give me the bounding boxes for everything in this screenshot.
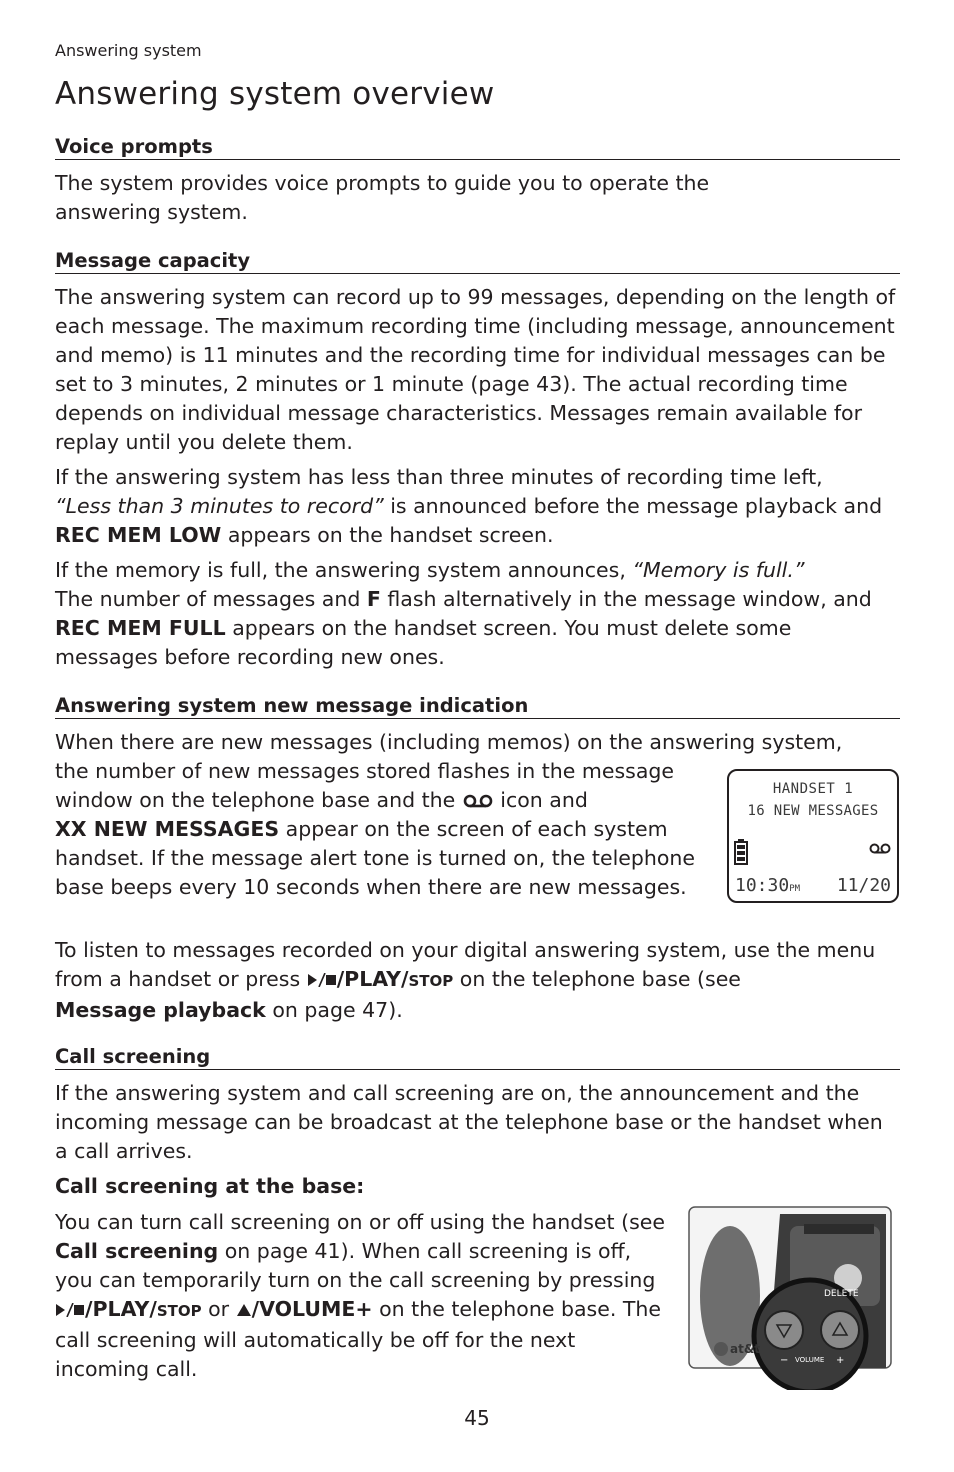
lcd-line-2: 16 NEW MESSAGES (747, 803, 879, 819)
lcd-time: 10:30PM (735, 875, 801, 896)
volume-up-triangle-icon (236, 1303, 252, 1317)
telephone-base-photo (688, 1206, 892, 1390)
message-tape-icon (462, 794, 494, 808)
page-title: Answering system overview (55, 76, 495, 112)
message-capacity-para-3: If the memory is full, the answering system announces, “Memory is full.” The number of messages and F flash alternatively in the message window, and REC MEM FULL appears on the handset screen. You must delete some messages before recording new ones. (55, 558, 872, 669)
att-globe-logo (714, 1342, 728, 1356)
message-tape-icon (869, 843, 891, 854)
call-screening-subhead: Call screening at the base: (55, 1174, 365, 1198)
new-message-para-1: the number of new messages stored flashes in the message window on the telephone base and the icon and XX NEW MESSAGES appear on the screen of each system handset. If the message alert tone is turned on, the telephone base beeps every 10 seconds when there are new messages. (55, 759, 696, 899)
battery-icon (734, 839, 748, 865)
lcd-date: 11/20 (836, 875, 891, 896)
play-stop-icon (55, 1303, 85, 1317)
volume-down-button (765, 1311, 803, 1349)
handset-lcd-screen (727, 769, 899, 903)
section-heading-new-message-indication: Answering system new message indication (55, 694, 900, 719)
running-head: Answering system (55, 41, 202, 60)
section-heading-voice-prompts: Voice prompts (55, 135, 900, 160)
page-number: 45 (464, 1406, 490, 1430)
voice-prompts-text: The system provides voice prompts to guide you to operate the answering system. (55, 171, 710, 224)
message-capacity-para-2: If the answering system has less than three minutes of recording time left, “Less than 3 minutes to record” is announced before the message playback and REC MEM LOW appears on the handset screen. (55, 465, 883, 547)
section-heading-call-screening: Call screening (55, 1045, 900, 1070)
lcd-ampm: PM (789, 884, 801, 894)
volume-label: VOLUME (795, 1356, 825, 1364)
call-screening-para-2: You can turn call screening on or off using the handset (see Call screening on page 41). When call screening is off, you can temporarily turn on the call screening by pressing /PLAY/STOP or /VOLUME+ on the telephone base. The call screening will automatically be off for the next incoming call. (55, 1210, 665, 1381)
new-message-para-line-1: When there are new messages (including memos) on the answering system, (55, 730, 843, 754)
delete-label: DELETE (824, 1289, 859, 1299)
lcd-line-1: HANDSET 1 (772, 781, 854, 797)
call-screening-para-1: If the answering system and call screening are on, the announcement and the incoming message can be broadcast at the telephone base or the handset when a call arrives. (55, 1081, 883, 1163)
volume-minus-label: − (780, 1355, 789, 1366)
volume-plus-label: + (836, 1355, 845, 1366)
brand-label: at&t (730, 1342, 761, 1356)
section-heading-message-capacity: Message capacity (55, 249, 900, 274)
play-stop-icon (307, 973, 337, 987)
message-capacity-para-1: The answering system can record up to 99 messages, depending on the length of each message. The maximum recording time (including message, announcement and memo) is 11 minutes and the recording time for individual messages can be set to 3 minutes, 2 minutes or 1 minute (page 43). The actual recording time depends on individual message characteristics. Messages remain available for replay until you delete them. (55, 285, 896, 454)
volume-up-button (821, 1311, 859, 1349)
new-message-para-2: To listen to messages recorded on your digital answering system, use the menu from a handset or press /PLAY/STOP on the telephone base (see Message playback on page 47). (55, 938, 876, 1022)
